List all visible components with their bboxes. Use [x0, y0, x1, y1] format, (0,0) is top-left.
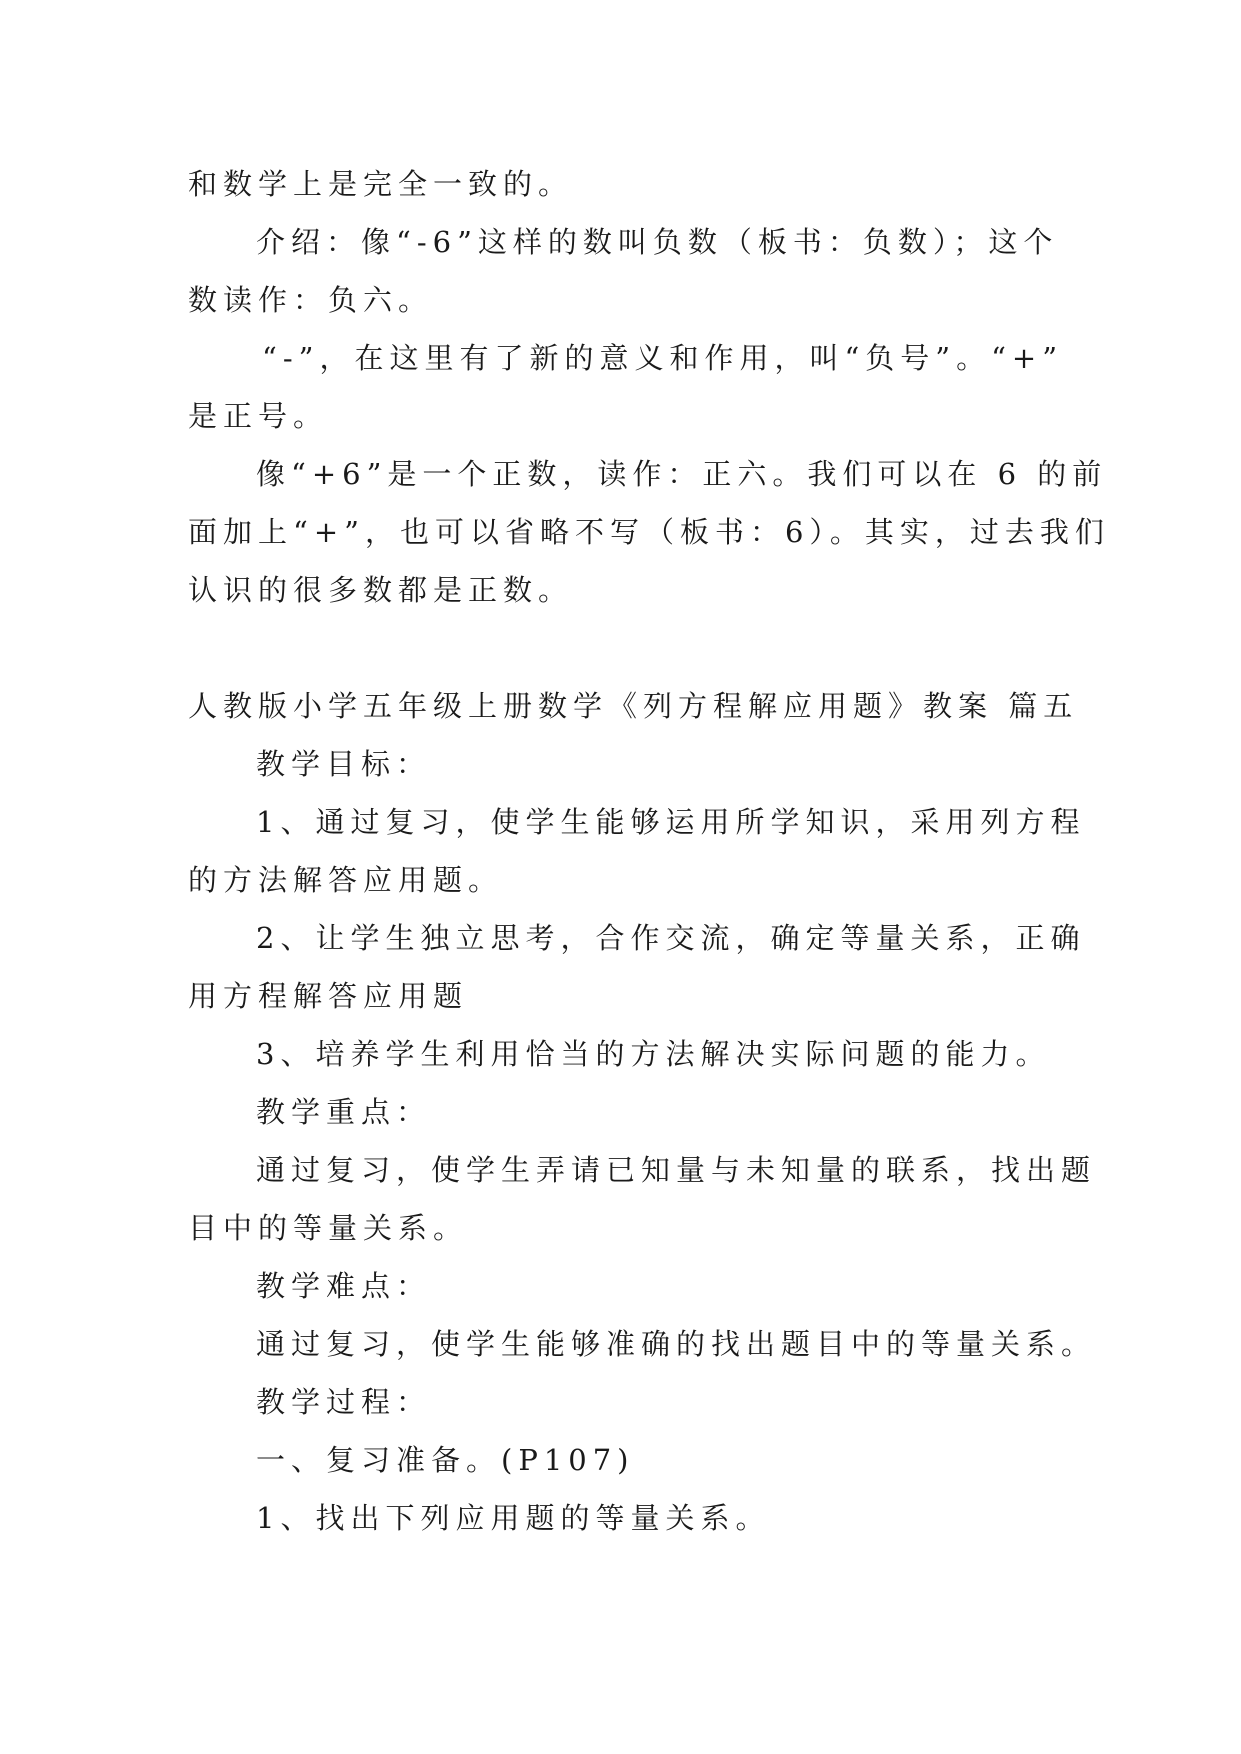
text-line: 的方法解答应用题。	[188, 863, 504, 897]
text-line: 数读作：负六。	[188, 283, 434, 317]
text-line: 和数学上是完全一致的。	[188, 167, 574, 201]
text-line: 是正号。	[188, 399, 329, 433]
text-line: 1、通过复习，使学生能够运用所学知识，采用列方程	[256, 805, 1086, 839]
section-heading: 人教版小学五年级上册数学《列方程解应用题》教案 篇五	[188, 689, 1079, 723]
text-line: 1、找出下列应用题的等量关系。	[256, 1501, 771, 1535]
text-line: 教学过程：	[256, 1385, 432, 1419]
text-line: 3、培养学生利用恰当的方法解决实际问题的能力。	[256, 1037, 1051, 1071]
text-line: 通过复习，使学生弄请已知量与未知量的联系，找出题	[256, 1153, 1097, 1187]
text-line: “-”，在这里有了新的意义和作用，叫“负号”。“+”	[262, 341, 1064, 375]
text-line: 面加上“+”，也可以省略不写（板书：6）。其实，过去我们	[188, 515, 1110, 549]
text-line: 教学重点：	[256, 1095, 432, 1129]
text-line: 教学目标：	[256, 747, 432, 781]
text-line: 2、让学生独立思考，合作交流，确定等量关系，正确	[256, 921, 1086, 955]
text-line: 像“+6”是一个正数，读作：正六。我们可以在 6 的前	[256, 457, 1108, 491]
text-line: 通过复习，使学生能够准确的找出题目中的等量关系。	[256, 1327, 1097, 1361]
text-line: 教学难点：	[256, 1269, 432, 1303]
text-line: 一、复习准备。(P107)	[256, 1443, 635, 1477]
text-line: 介绍：像“-6”这样的数叫负数（板书：负数）；这个	[256, 225, 1059, 259]
text-line: 认识的很多数都是正数。	[188, 573, 574, 607]
text-line: 目中的等量关系。	[188, 1211, 469, 1245]
text-line: 用方程解答应用题	[188, 979, 469, 1013]
